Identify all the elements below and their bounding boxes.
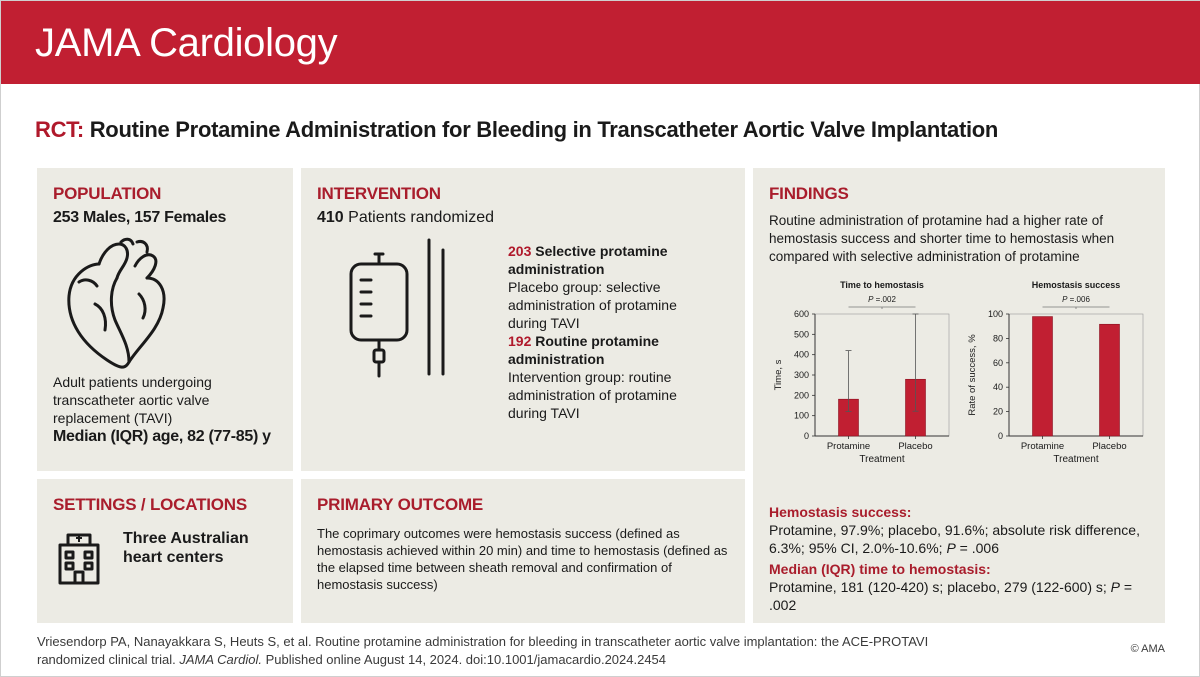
success-text	[769, 521, 1154, 557]
arm-selective-title: Selective protamine administration	[508, 243, 668, 277]
chart2-plot-frame	[1009, 314, 1143, 436]
chart2-y-tick-label: 80	[992, 333, 1003, 344]
chart2-x-tick-label: Protamine	[1020, 441, 1065, 452]
chart1-y-tick-label: 400	[793, 349, 809, 360]
citation-line2	[37, 651, 1037, 669]
chart2-title: Hemostasis success	[1031, 280, 1121, 290]
outcome-text: The coprimary outcomes were hemostasis success (defined as hemostasis achieved within 20 min) and time to hemostasis (defined as the elapsed time between sheath removal and confirmation of hemostasis success)	[317, 526, 728, 592]
chart1-y-tick-label: 500	[793, 329, 809, 340]
population-panel	[37, 168, 293, 471]
chart1-x-label: Treatment	[859, 454, 905, 465]
success-label: Hemostasis success:	[769, 504, 912, 520]
chart1-p-number: =.002	[873, 295, 896, 304]
chart2-bar-placebo	[1100, 324, 1120, 436]
building-icon	[57, 531, 101, 585]
time-label: Median (IQR) time to hemostasis:	[769, 561, 991, 577]
population-summary: 253 Males, 157 Females	[53, 209, 227, 226]
arm-selective	[508, 242, 718, 332]
population-heading: POPULATION	[53, 184, 162, 203]
chart1-plot-frame	[815, 314, 949, 436]
chart2-p-value	[1062, 295, 1090, 304]
success-p-value: = .006	[959, 540, 999, 556]
arm-routine-title-line	[508, 332, 718, 368]
journal-title: JAMA Cardiology	[35, 21, 338, 65]
settings-heading: SETTINGS / LOCATIONS	[53, 495, 248, 514]
chart1-p-value	[868, 295, 896, 304]
iv-bag-icon	[345, 238, 445, 378]
arm-routine-text: Intervention group: routine administration of protamine during TAVI	[508, 369, 677, 421]
outcome-panel	[301, 479, 745, 623]
settings-panel	[37, 479, 293, 623]
randomized-line	[317, 209, 494, 227]
chart2-y-tick-label: 0	[997, 431, 1003, 441]
chart2-y-tick-label: 40	[992, 382, 1003, 393]
time-text	[769, 578, 1159, 614]
settings-text: Three Australian heart centers	[123, 530, 249, 566]
chart2-y-label: Rate of success, %	[967, 334, 978, 416]
citation-journal: JAMA Cardiol.	[179, 652, 262, 667]
outcome-heading: PRIMARY OUTCOME	[317, 495, 484, 514]
time-p-label: P	[1110, 579, 1120, 595]
time-block	[769, 560, 1159, 614]
title-text: Routine Protamine Administration for Bleeding in Transcatheter Aortic Valve Implantation	[89, 117, 999, 142]
chart1-y-tick-label: 300	[793, 370, 809, 380]
chart2-y-tick-label: 20	[992, 406, 1003, 417]
findings-panel	[753, 168, 1165, 623]
chart2-y-tick-label: 100	[987, 309, 1003, 319]
randomized-label: Patients randomized	[348, 209, 495, 226]
chart1-p-label: P	[868, 295, 874, 304]
chart1-y-tick-label: 600	[793, 309, 809, 319]
chart1-y-tick-label: 100	[793, 410, 809, 421]
chart2-x-tick-label: Placebo	[1092, 441, 1127, 452]
arm-selective-title-line	[508, 242, 718, 278]
citation-text: randomized clinical trial.	[37, 652, 176, 667]
copyright: © AMA	[1130, 643, 1165, 655]
population-description: Adult patients undergoing transcatheter aortic valve replacement (TAVI)	[53, 374, 212, 426]
arm-routine-count: 192	[508, 333, 532, 349]
chart2-y-tick-label: 60	[992, 357, 1003, 368]
citation	[37, 633, 1037, 669]
arm-selective-count: 203	[508, 243, 532, 259]
randomized-count: 410	[317, 209, 344, 226]
citation-publication: Published online August 14, 2024. doi:10.1001/jamacardio.2024.2454	[265, 652, 667, 667]
chart-hemostasis-success	[961, 276, 1151, 471]
findings-summary: Routine administration of protamine had a higher rate of hemostasis success and shorter time to hemostasis when compared with selective administration of protamine	[769, 213, 1115, 264]
chart1-y-tick-label: 200	[793, 390, 809, 401]
header-bar	[1, 1, 1200, 84]
chart1-x-tick-label: Placebo	[898, 441, 933, 452]
chart2-x-label: Treatment	[1053, 454, 1099, 465]
time-text-main: Protamine, 181 (120-420) s; placebo, 279 (122-600) s;	[769, 579, 1107, 595]
chart2-bar-protamine	[1033, 317, 1053, 436]
chart-time-to-hemostasis	[767, 276, 957, 471]
intervention-panel	[301, 168, 745, 471]
chart2-p-label: P	[1062, 295, 1068, 304]
findings-heading: FINDINGS	[769, 184, 849, 203]
arm-routine	[508, 332, 718, 422]
intervention-heading: INTERVENTION	[317, 184, 441, 203]
success-text-main: Protamine, 97.9%; placebo, 91.6%; absolute risk difference, 6.3%; 95% CI, 2.0%-10.6%;	[769, 522, 1140, 556]
success-p-label: P	[946, 540, 956, 556]
arm-selective-text: Placebo group: selective administration of protamine during TAVI	[508, 279, 677, 331]
chart1-y-label: Time, s	[773, 359, 784, 391]
time-p-value: = .002	[769, 579, 1133, 613]
citation-line1: Vriesendorp PA, Nanayakkara S, Heuts S, et al. Routine protamine administration for bleeding in transcatheter aortic valve implantation: the ACE-PROTAVI	[37, 634, 929, 649]
chart1-y-tick-label: 0	[803, 431, 809, 441]
title-tag: RCT:	[35, 117, 84, 142]
chart1-title: Time to hemostasis	[840, 280, 924, 290]
success-block	[769, 503, 1154, 557]
chart1-x-tick-label: Protamine	[826, 441, 871, 452]
arm-routine-title: Routine protamine administration	[508, 333, 659, 367]
heart-icon	[59, 234, 189, 374]
page-title	[35, 117, 998, 143]
population-age: Median (IQR) age, 82 (77-85) y	[53, 428, 271, 445]
chart2-p-number: =.006	[1067, 295, 1090, 304]
